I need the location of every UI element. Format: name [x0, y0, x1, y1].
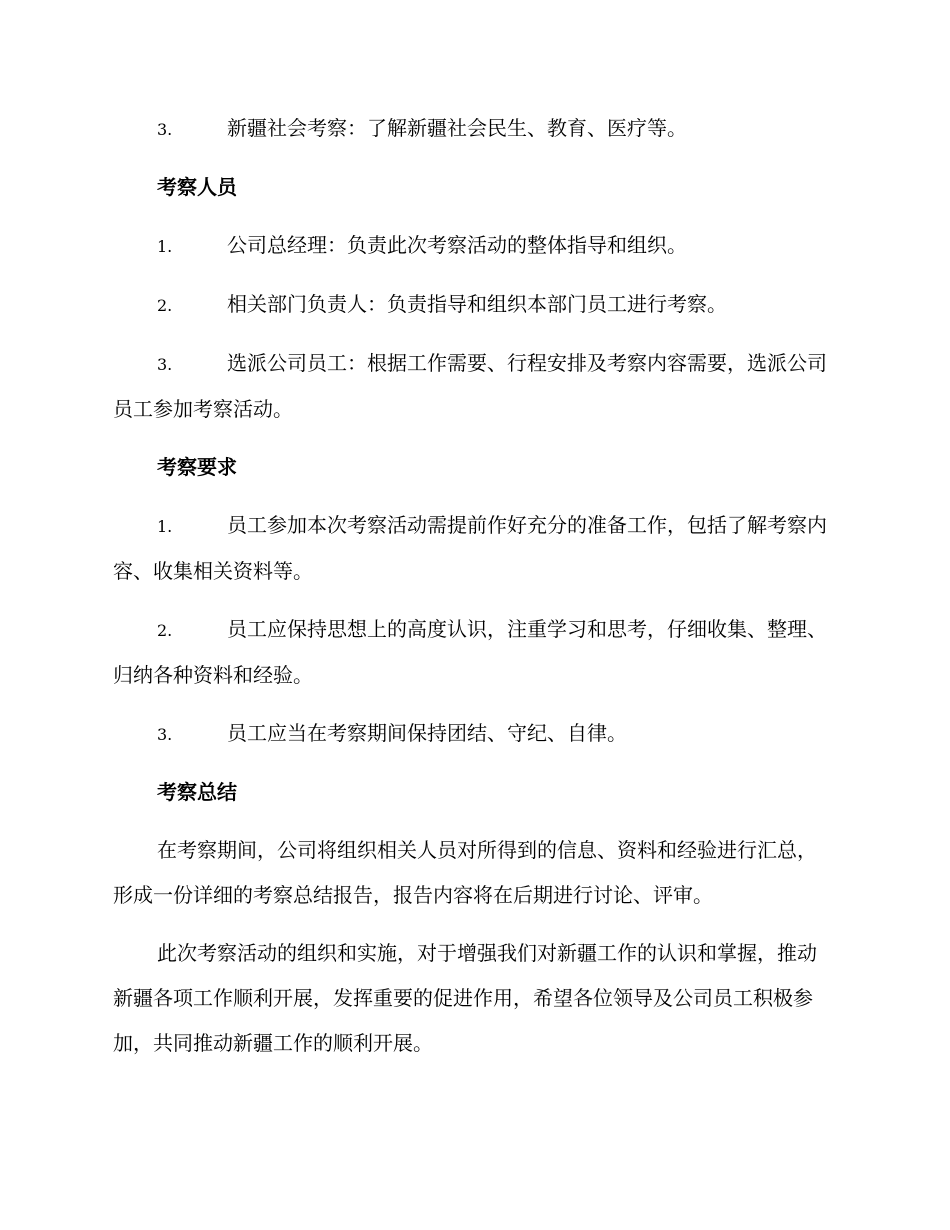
list-text: 相关部门负责人：负责指导和组织本部门员工进行考察。 — [227, 292, 727, 316]
list-item — [113, 341, 832, 432]
list-text: 员工参加本次考察活动需提前作好充分的准备工作，包括了解考察内容、收集相关资料等。 — [113, 513, 827, 583]
list-number: 2. — [157, 296, 173, 315]
list-number: 3. — [157, 120, 173, 139]
list-item — [113, 711, 832, 757]
list-text: 员工应保持思想上的高度认识，注重学习和思考，仔细收集、整理、归纳各种资料和经验。 — [113, 617, 827, 687]
closing-paragraph: 此次考察活动的组织和实施，对于增强我们对新疆工作的认识和掌握，推动新疆各项工作顺利开展，发挥重要的促进作用，希望各位领导及公司员工积极参加，共同推动新疆工作的顺利开展。 — [113, 941, 817, 1055]
section-heading-summary: 考察总结 — [157, 780, 237, 804]
section-heading-requirements: 考察要求 — [157, 455, 237, 479]
list-text: 公司总经理：负责此次考察活动的整体指导和组织。 — [227, 233, 687, 257]
summary-paragraph: 在考察期间，公司将组织相关人员对所得到的信息、资料和经验进行汇总，形成一份详细的考察总结报告，报告内容将在后期进行讨论、评审。 — [113, 838, 817, 907]
list-number: 3. — [157, 355, 173, 374]
list-item — [113, 282, 832, 328]
list-number: 3. — [157, 725, 173, 744]
list-text: 选派公司员工：根据工作需要、行程安排及考察内容需要，选派公司员工参加考察活动。 — [113, 351, 827, 421]
list-number: 1. — [157, 237, 173, 256]
list-item — [113, 503, 832, 594]
list-item — [113, 607, 832, 698]
list-text: 员工应当在考察期间保持团结、守纪、自律。 — [227, 721, 627, 745]
list-item — [113, 106, 832, 152]
list-text: 新疆社会考察：了解新疆社会民生、教育、医疗等。 — [227, 116, 687, 140]
section-heading-personnel: 考察人员 — [157, 175, 237, 199]
list-number: 2. — [157, 621, 173, 640]
list-number: 1. — [157, 517, 173, 536]
list-item — [113, 223, 832, 269]
